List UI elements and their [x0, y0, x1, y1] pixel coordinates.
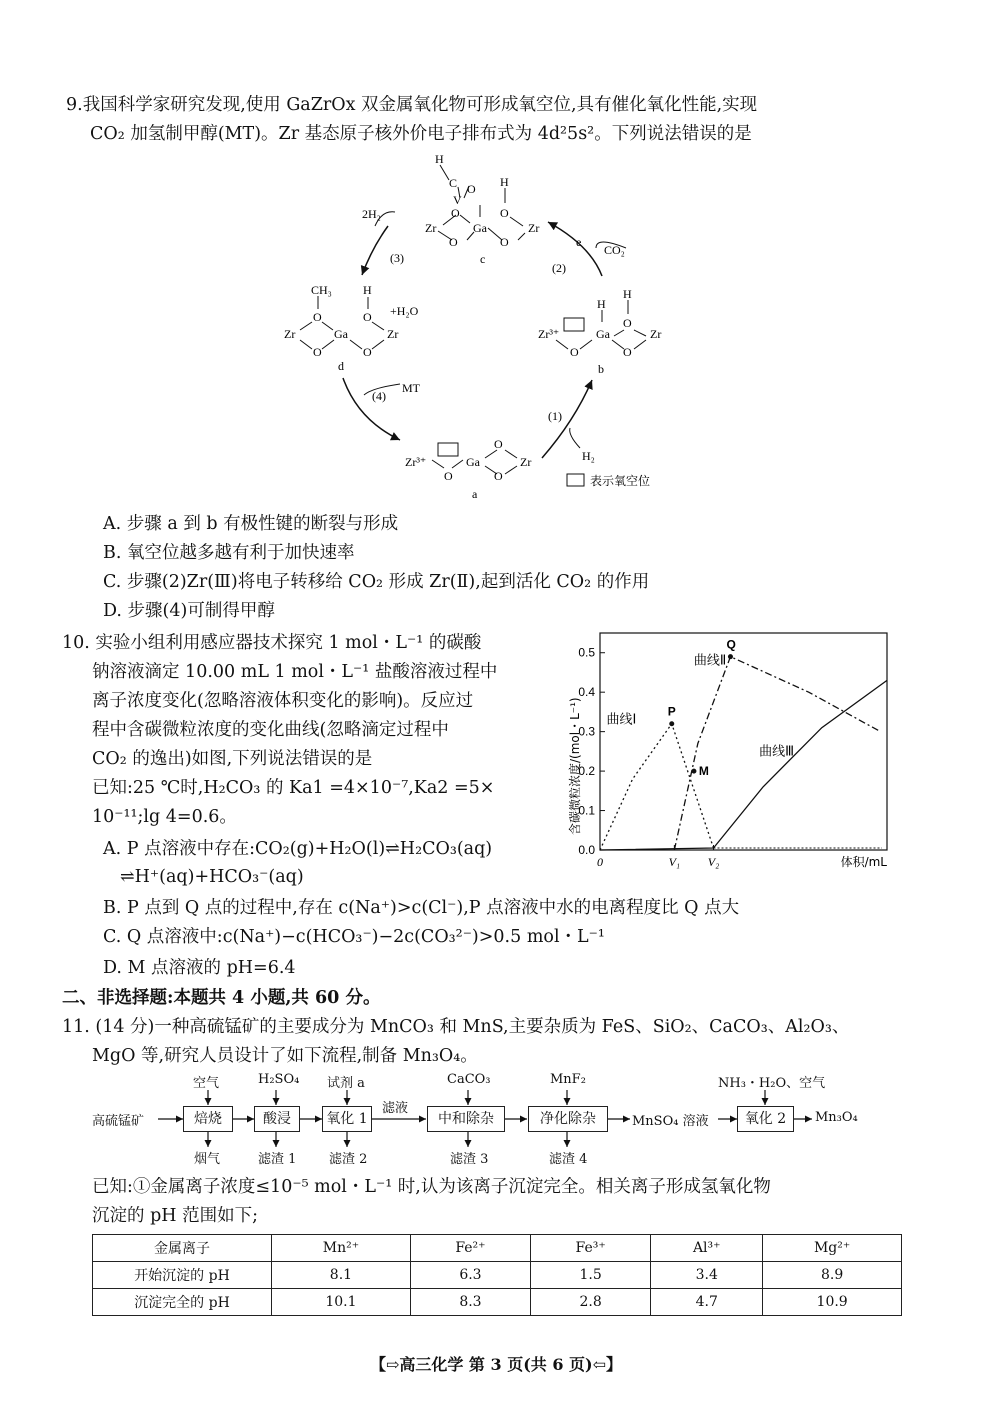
q11-line2: MgO 等,研究人员设计了如下流程,制备 Mn₃O₄。: [92, 1046, 478, 1066]
q10-line1: 10. 实验小组利用感应器技术探究 1 mol・L⁻¹ 的碳酸: [62, 633, 482, 653]
table-cell: 10.9: [763, 1289, 902, 1316]
y-tick-label: 0.3: [578, 724, 595, 739]
flow-bottom-residue4: 滤渣 4: [549, 1152, 588, 1167]
x-tick-label: V₂: [707, 855, 720, 869]
q10-option-d: D. M 点溶液的 pH=6.4: [103, 958, 296, 978]
q11-known2: 沉淀的 pH 范围如下;: [92, 1206, 258, 1226]
svg-text:O: O: [449, 235, 458, 249]
q9-option-a: A. 步骤 a 到 b 有极性键的断裂与形成: [103, 514, 399, 534]
svg-text:a: a: [472, 487, 478, 501]
plot-frame: [600, 633, 887, 850]
section2-title: 二、非选择题:本题共 4 小题,共 60 分。: [62, 988, 381, 1008]
y-tick-label: 0.0: [578, 843, 595, 857]
svg-text:CO₂: CO₂: [604, 243, 625, 257]
svg-text:H₂: H₂: [582, 449, 595, 463]
svg-text:O: O: [363, 345, 372, 359]
flow-bottom-residue1: 滤渣 1: [258, 1152, 297, 1167]
flow-top-air: 空气: [193, 1076, 220, 1091]
x-axis-label: 体积/mL: [840, 855, 887, 869]
q10-line5: CO₂ 的逸出)如图,下列说法错误的是: [92, 749, 373, 769]
svg-text:(3): (3): [390, 251, 404, 265]
flow-top-reagent-a: 试剂 a: [327, 1076, 365, 1091]
legend-text: 表示氧空位: [590, 474, 651, 488]
svg-text:H: H: [435, 152, 444, 166]
svg-text:Zr: Zr: [387, 327, 399, 341]
q10-line4: 程中含碳微粒浓度的变化曲线(忽略滴定过程中: [92, 720, 449, 740]
svg-text:O: O: [500, 206, 509, 220]
flow-bottom-residue2: 滤渣 2: [329, 1152, 368, 1167]
q11-known1: 已知:①金属离子浓度≤10⁻⁵ mol・L⁻¹ 时,认为该离子沉淀完全。相关离子形成氢氧化物: [92, 1177, 771, 1197]
svg-text:C: C: [449, 176, 458, 190]
table-cell: 10.1: [272, 1289, 411, 1316]
svg-text:O: O: [467, 182, 476, 196]
svg-text:H: H: [597, 297, 606, 311]
q9-line1: 9.我国科学家研究发现,使用 GaZrOx 双金属氧化物可形成氧空位,具有催化氧化性能,实现: [66, 95, 758, 115]
svg-text:(1): (1): [548, 409, 562, 423]
table-cell: 6.3: [410, 1262, 530, 1289]
q10-option-a2: ⇌H⁺(aq)+HCO₃⁻(aq): [120, 867, 304, 887]
table-cell: 3.4: [651, 1262, 763, 1289]
arrow-step3: [362, 226, 388, 275]
flow-box-roast: 焙烧: [183, 1106, 233, 1132]
q9-option-d: D. 步骤(4)可制得甲醇: [103, 601, 275, 621]
q10-line7: 10⁻¹¹;lg 4=0.6。: [92, 807, 237, 827]
svg-text:H: H: [623, 287, 632, 301]
svg-text:Zr³⁺: Zr³⁺: [405, 455, 427, 469]
table-cell: 4.7: [651, 1289, 763, 1316]
flow-box-neutralize: 中和除杂: [427, 1106, 505, 1132]
svg-text:O: O: [623, 316, 632, 330]
svg-text:O: O: [363, 310, 372, 324]
svg-text:Zr: Zr: [284, 327, 296, 341]
table-cell: Fe²⁺: [410, 1235, 530, 1262]
svg-text:MT: MT: [402, 381, 420, 395]
table-cell: 沉淀完全的 pH: [93, 1289, 272, 1316]
flow-top-nh3-air: NH₃・H₂O、空气: [718, 1076, 826, 1091]
table-header-row: [93, 1235, 902, 1262]
series-line-1: [600, 724, 713, 850]
point-Q: [728, 654, 733, 659]
svg-text:2H₂: 2H₂: [362, 207, 381, 221]
svg-text:Zr: Zr: [528, 221, 540, 235]
svg-text:c: c: [480, 252, 486, 266]
q10-option-a1: A. P 点溶液中存在:CO₂(g)+H₂O(l)⇌H₂CO₃(aq): [103, 839, 493, 859]
svg-text:Ga: Ga: [596, 327, 610, 341]
svg-text:O: O: [623, 345, 632, 359]
flow-mnso4: MnSO₄ 溶液: [632, 1114, 709, 1129]
concentration-chart: [565, 625, 895, 895]
q10-option-b: B. P 点到 Q 点的过程中,存在 c(Na⁺)>c(Cl⁻),P 点溶液中水的电离程度比 Q 点大: [103, 898, 740, 918]
table-cell: 8.3: [410, 1289, 530, 1316]
svg-text:O: O: [313, 310, 322, 324]
svg-text:O: O: [494, 437, 503, 451]
svg-text:O: O: [494, 469, 503, 483]
point-label-Q: Q: [726, 637, 736, 652]
q10-line3: 离子浓度变化(忽略溶液体积变化的影响)。反应过: [92, 691, 474, 711]
ph-table: [92, 1234, 902, 1316]
svg-text:H: H: [363, 283, 372, 297]
q11-line1: 11. (14 分)一种高硫锰矿的主要成分为 MnCO₃ 和 MnS,主要杂质为 FeS、SiO₂、CaCO₃、Al₂O₃、: [62, 1017, 850, 1037]
table-cell: Fe³⁺: [531, 1235, 651, 1262]
catalytic-cycle-diagram: [0, 0, 992, 520]
flow-start: 高硫锰矿: [92, 1114, 145, 1129]
series-label-2: 曲线Ⅱ: [693, 653, 727, 669]
svg-text:Zr: Zr: [425, 221, 437, 235]
flow-top-mnf2: MnF₂: [550, 1072, 586, 1087]
svg-text:Ga: Ga: [466, 455, 480, 469]
flow-box-acid-leach: 酸浸: [254, 1106, 300, 1132]
table-cell: 8.9: [763, 1262, 902, 1289]
table-cell: Mg²⁺: [763, 1235, 902, 1262]
flow-top-caco3: CaCO₃: [447, 1072, 491, 1087]
svg-text:Zr: Zr: [650, 327, 662, 341]
flow-box-oxidation2: 氧化 2: [737, 1106, 794, 1132]
x-tick-label: V₁: [668, 855, 681, 869]
table-cell: 8.1: [272, 1262, 411, 1289]
q9-line2: CO₂ 加氢制甲醇(MT)。Zr 基态原子核外价电子排布式为 4d²5s²。下列说法错误的是: [90, 124, 752, 144]
svg-text:O: O: [313, 345, 322, 359]
point-P: [669, 721, 674, 726]
svg-text:(2): (2): [552, 261, 566, 275]
y-axis-label: 含碳微粒浓度/(mol・L⁻¹): [568, 697, 582, 835]
svg-text:Ga: Ga: [334, 327, 348, 341]
flow-bottom-residue3: 滤渣 3: [450, 1152, 489, 1167]
point-label-P: P: [667, 704, 676, 719]
svg-text:e: e: [576, 235, 582, 249]
flow-filtrate: 滤液: [382, 1101, 409, 1116]
svg-text:V: V: [453, 193, 462, 207]
svg-text:(4): (4): [372, 389, 386, 403]
flow-bottom-fume: 烟气: [194, 1152, 221, 1167]
page-footer: 【⇨高三化学 第 3 页(共 6 页)⇦】: [369, 1355, 623, 1374]
q9-option-c: C. 步骤(2)Zr(Ⅲ)将电子转移给 CO₂ 形成 Zr(Ⅱ),起到活化 CO₂ 的作用: [103, 572, 650, 592]
svg-text:O: O: [444, 469, 453, 483]
series-label-3: 曲线Ⅲ: [759, 744, 795, 760]
table-row: [93, 1289, 902, 1316]
table-cell: Al³⁺: [651, 1235, 763, 1262]
svg-text:Zr: Zr: [520, 455, 532, 469]
table-cell: 开始沉淀的 pH: [93, 1262, 272, 1289]
flow-top-h2so4: H₂SO₄: [258, 1072, 300, 1087]
point-label-M: M: [698, 764, 709, 779]
svg-text:Ga: Ga: [473, 221, 487, 235]
q10-option-c: C. Q 点溶液中:c(Na⁺)−c(HCO₃⁻)−2c(CO₃²⁻)>0.5 mol・L⁻¹: [103, 927, 605, 947]
point-M: [691, 769, 696, 774]
y-tick-label: 0.5: [578, 645, 595, 660]
svg-text:H: H: [500, 175, 509, 189]
svg-text:O: O: [451, 206, 460, 220]
table-cell: 金属离子: [93, 1235, 272, 1262]
flow-box-purify: 净化除杂: [528, 1106, 608, 1132]
y-tick-label: 0.1: [578, 803, 595, 818]
flow-box-oxidation1: 氧化 1: [322, 1106, 372, 1132]
series-label-1: 曲线Ⅰ: [606, 712, 637, 728]
y-tick-label: 0.2: [578, 764, 595, 779]
flow-end-product: Mn₃O₄: [815, 1110, 858, 1125]
svg-text:O: O: [570, 345, 579, 359]
table-cell: Mn²⁺: [272, 1235, 411, 1262]
arrow-step4: [343, 378, 400, 440]
x-tick-label: 0: [597, 855, 603, 869]
svg-text:Zr³⁺: Zr³⁺: [538, 327, 560, 341]
table-row: [93, 1262, 902, 1289]
svg-text:b: b: [598, 362, 604, 376]
svg-text:+H₂O: +H₂O: [390, 304, 419, 318]
svg-text:d: d: [338, 359, 344, 373]
q9-option-b: B. 氧空位越多越有利于加快速率: [103, 543, 355, 563]
table-cell: 1.5: [531, 1262, 651, 1289]
table-cell: 2.8: [531, 1289, 651, 1316]
svg-text:O: O: [500, 235, 509, 249]
oxygen-vacancy-legend-box: [567, 474, 584, 486]
q10-line2: 钠溶液滴定 10.00 mL 1 mol・L⁻¹ 盐酸溶液过程中: [92, 662, 498, 682]
q10-line6: 已知:25 ℃时,H₂CO₃ 的 Ka1 =4×10⁻⁷,Ka2 =5×: [92, 778, 495, 798]
y-tick-label: 0.4: [578, 685, 595, 700]
svg-text:CH₃: CH₃: [311, 283, 332, 297]
